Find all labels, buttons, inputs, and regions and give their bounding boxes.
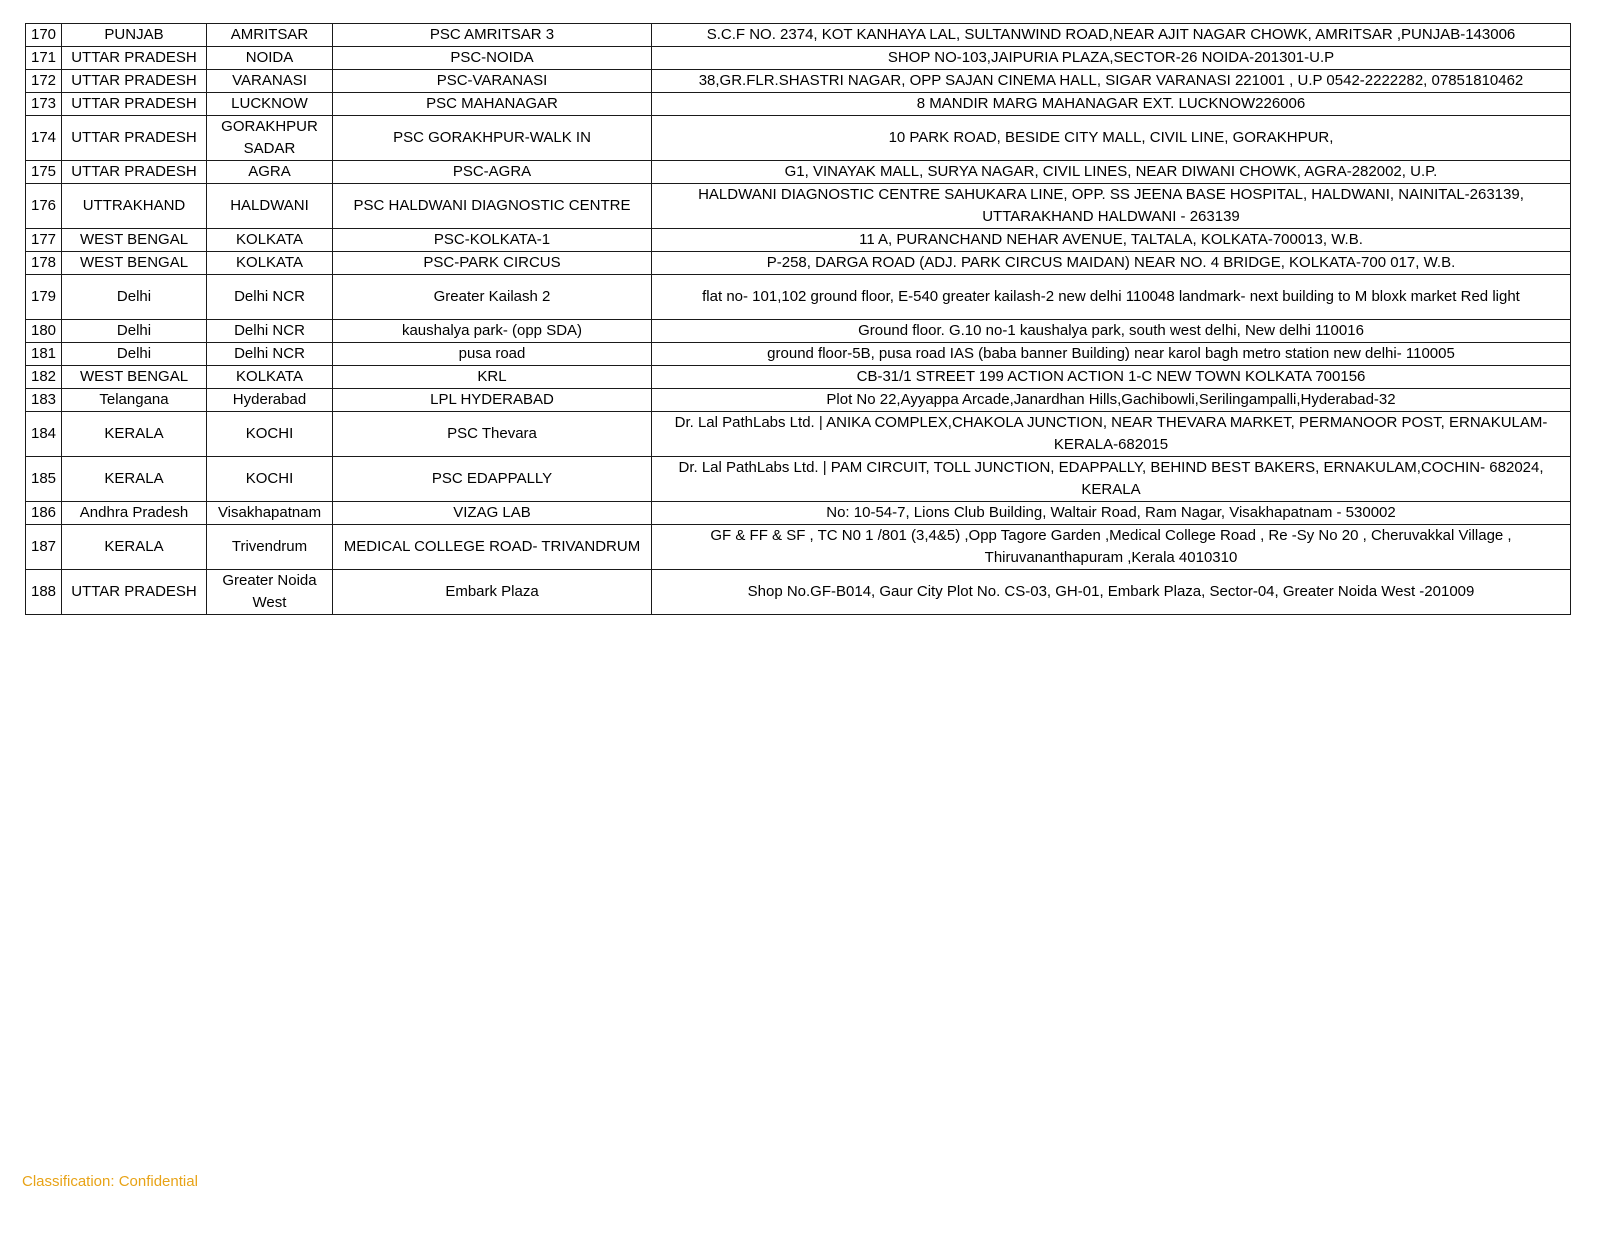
serial-number-cell: 183	[26, 389, 62, 412]
address-cell: Ground floor. G.10 no-1 kaushalya park, south west delhi, New delhi 110016	[652, 320, 1571, 343]
city-cell: Trivendrum	[207, 525, 333, 570]
center-name-cell: Greater Kailash 2	[333, 275, 652, 320]
state-cell: Andhra Pradesh	[62, 502, 207, 525]
center-name-cell: kaushalya park- (opp SDA)	[333, 320, 652, 343]
center-name-cell: PSC HALDWANI DIAGNOSTIC CENTRE	[333, 184, 652, 229]
state-cell: WEST BENGAL	[62, 229, 207, 252]
state-cell: KERALA	[62, 412, 207, 457]
table-row	[26, 502, 1571, 525]
state-cell: KERALA	[62, 525, 207, 570]
city-cell: Greater Noida West	[207, 570, 333, 615]
table-row	[26, 343, 1571, 366]
classification-label: Classification: Confidential	[22, 1173, 198, 1190]
address-cell: ground floor-5B, pusa road IAS (baba banner Building) near karol bagh metro station new delhi- 110005	[652, 343, 1571, 366]
address-cell: No: 10-54-7, Lions Club Building, Waltair Road, Ram Nagar, Visakhapatnam - 530002	[652, 502, 1571, 525]
serial-number-cell: 187	[26, 525, 62, 570]
serial-number-cell: 182	[26, 366, 62, 389]
state-cell: WEST BENGAL	[62, 366, 207, 389]
table-row	[26, 70, 1571, 93]
center-name-cell: LPL HYDERABAD	[333, 389, 652, 412]
address-cell: 8 MANDIR MARG MAHANAGAR EXT. LUCKNOW226006	[652, 93, 1571, 116]
table-row	[26, 229, 1571, 252]
state-cell: UTTAR PRADESH	[62, 70, 207, 93]
state-cell: UTTRAKHAND	[62, 184, 207, 229]
city-cell: KOCHI	[207, 412, 333, 457]
center-name-cell: PSC-AGRA	[333, 161, 652, 184]
address-cell: Shop No.GF-B014, Gaur City Plot No. CS-03, GH-01, Embark Plaza, Sector-04, Greater Noida West -201009	[652, 570, 1571, 615]
address-cell: P-258, DARGA ROAD (ADJ. PARK CIRCUS MAIDAN) NEAR NO. 4 BRIDGE, KOLKATA-700 017, W.B.	[652, 252, 1571, 275]
state-cell: Telangana	[62, 389, 207, 412]
center-name-cell: pusa road	[333, 343, 652, 366]
address-cell: GF & FF & SF , TC N0 1 /801 (3,4&5) ,Opp Tagore Garden ,Medical College Road , Re -Sy No 20 , Cheruvakkal Village , Thiruvananthapuram ,Kerala 4010310	[652, 525, 1571, 570]
address-cell: G1, VINAYAK MALL, SURYA NAGAR, CIVIL LINES, NEAR DIWANI CHOWK, AGRA-282002, U.P.	[652, 161, 1571, 184]
center-name-cell: PSC EDAPPALLY	[333, 457, 652, 502]
serial-number-cell: 171	[26, 47, 62, 70]
address-cell: CB-31/1 STREET 199 ACTION ACTION 1-C NEW TOWN KOLKATA 700156	[652, 366, 1571, 389]
state-cell: Delhi	[62, 343, 207, 366]
city-cell: AMRITSAR	[207, 24, 333, 47]
serial-number-cell: 179	[26, 275, 62, 320]
city-cell: VARANASI	[207, 70, 333, 93]
center-name-cell: PSC MAHANAGAR	[333, 93, 652, 116]
table-row	[26, 116, 1571, 161]
state-cell: KERALA	[62, 457, 207, 502]
table-row	[26, 24, 1571, 47]
table-body	[26, 24, 1571, 615]
center-name-cell: PSC GORAKHPUR-WALK IN	[333, 116, 652, 161]
serial-number-cell: 175	[26, 161, 62, 184]
table-row	[26, 366, 1571, 389]
serial-number-cell: 181	[26, 343, 62, 366]
city-cell: Hyderabad	[207, 389, 333, 412]
address-cell: 38,GR.FLR.SHASTRI NAGAR, OPP SAJAN CINEMA HALL, SIGAR VARANASI 221001 , U.P 0542-2222282, 07851810462	[652, 70, 1571, 93]
table-row	[26, 525, 1571, 570]
serial-number-cell: 176	[26, 184, 62, 229]
serial-number-cell: 184	[26, 412, 62, 457]
table-row	[26, 412, 1571, 457]
serial-number-cell: 173	[26, 93, 62, 116]
address-cell: flat no- 101,102 ground floor, E-540 greater kailash-2 new delhi 110048 landmark- next building to M bloxk market Red light	[652, 275, 1571, 320]
address-cell: Plot No 22,Ayyappa Arcade,Janardhan Hills,Gachibowli,Serilingampalli,Hyderabad-32	[652, 389, 1571, 412]
serial-number-cell: 188	[26, 570, 62, 615]
serial-number-cell: 180	[26, 320, 62, 343]
city-cell: Visakhapatnam	[207, 502, 333, 525]
table-row	[26, 252, 1571, 275]
table-row	[26, 389, 1571, 412]
serial-number-cell: 177	[26, 229, 62, 252]
center-name-cell: PSC AMRITSAR 3	[333, 24, 652, 47]
center-name-cell: PSC-KOLKATA-1	[333, 229, 652, 252]
city-cell: HALDWANI	[207, 184, 333, 229]
state-cell: UTTAR PRADESH	[62, 570, 207, 615]
city-cell: NOIDA	[207, 47, 333, 70]
city-cell: Delhi NCR	[207, 320, 333, 343]
state-cell: PUNJAB	[62, 24, 207, 47]
serial-number-cell: 174	[26, 116, 62, 161]
address-cell: 10 PARK ROAD, BESIDE CITY MALL, CIVIL LINE, GORAKHPUR,	[652, 116, 1571, 161]
center-name-cell: PSC-NOIDA	[333, 47, 652, 70]
state-cell: UTTAR PRADESH	[62, 93, 207, 116]
address-cell: 11 A, PURANCHAND NEHAR AVENUE, TALTALA, KOLKATA-700013, W.B.	[652, 229, 1571, 252]
center-name-cell: KRL	[333, 366, 652, 389]
table-row	[26, 457, 1571, 502]
table-row	[26, 93, 1571, 116]
state-cell: Delhi	[62, 275, 207, 320]
city-cell: KOLKATA	[207, 252, 333, 275]
serial-number-cell: 172	[26, 70, 62, 93]
state-cell: UTTAR PRADESH	[62, 161, 207, 184]
center-name-cell: MEDICAL COLLEGE ROAD- TRIVANDRUM	[333, 525, 652, 570]
table-row	[26, 47, 1571, 70]
state-cell: Delhi	[62, 320, 207, 343]
centers-table	[25, 23, 1571, 615]
center-name-cell: PSC-VARANASI	[333, 70, 652, 93]
serial-number-cell: 178	[26, 252, 62, 275]
address-cell: Dr. Lal PathLabs Ltd. | PAM CIRCUIT, TOLL JUNCTION, EDAPPALLY, BEHIND BEST BAKERS, ERNAKULAM,COCHIN- 682024, KERALA	[652, 457, 1571, 502]
state-cell: WEST BENGAL	[62, 252, 207, 275]
city-cell: KOLKATA	[207, 229, 333, 252]
center-name-cell: PSC-PARK CIRCUS	[333, 252, 652, 275]
city-cell: Delhi NCR	[207, 275, 333, 320]
address-cell: S.C.F NO. 2374, KOT KANHAYA LAL, SULTANWIND ROAD,NEAR AJIT NAGAR CHOWK, AMRITSAR ,PUNJAB-143006	[652, 24, 1571, 47]
center-name-cell: Embark Plaza	[333, 570, 652, 615]
serial-number-cell: 185	[26, 457, 62, 502]
table-row	[26, 184, 1571, 229]
state-cell: UTTAR PRADESH	[62, 116, 207, 161]
table-row	[26, 161, 1571, 184]
address-cell: HALDWANI DIAGNOSTIC CENTRE SAHUKARA LINE, OPP. SS JEENA BASE HOSPITAL, HALDWANI, NAINITAL-263139, UTTARAKHAND HALDWANI - 263139	[652, 184, 1571, 229]
table-row	[26, 320, 1571, 343]
center-name-cell: PSC Thevara	[333, 412, 652, 457]
city-cell: LUCKNOW	[207, 93, 333, 116]
table-row	[26, 570, 1571, 615]
serial-number-cell: 170	[26, 24, 62, 47]
address-cell: Dr. Lal PathLabs Ltd. | ANIKA COMPLEX,CHAKOLA JUNCTION, NEAR THEVARA MARKET, PERMANOOR POST, ERNAKULAM-KERALA-682015	[652, 412, 1571, 457]
city-cell: GORAKHPUR SADAR	[207, 116, 333, 161]
table-row	[26, 275, 1571, 320]
address-cell: SHOP NO-103,JAIPURIA PLAZA,SECTOR-26 NOIDA-201301-U.P	[652, 47, 1571, 70]
city-cell: AGRA	[207, 161, 333, 184]
city-cell: Delhi NCR	[207, 343, 333, 366]
serial-number-cell: 186	[26, 502, 62, 525]
state-cell: UTTAR PRADESH	[62, 47, 207, 70]
city-cell: KOLKATA	[207, 366, 333, 389]
center-name-cell: VIZAG LAB	[333, 502, 652, 525]
city-cell: KOCHI	[207, 457, 333, 502]
